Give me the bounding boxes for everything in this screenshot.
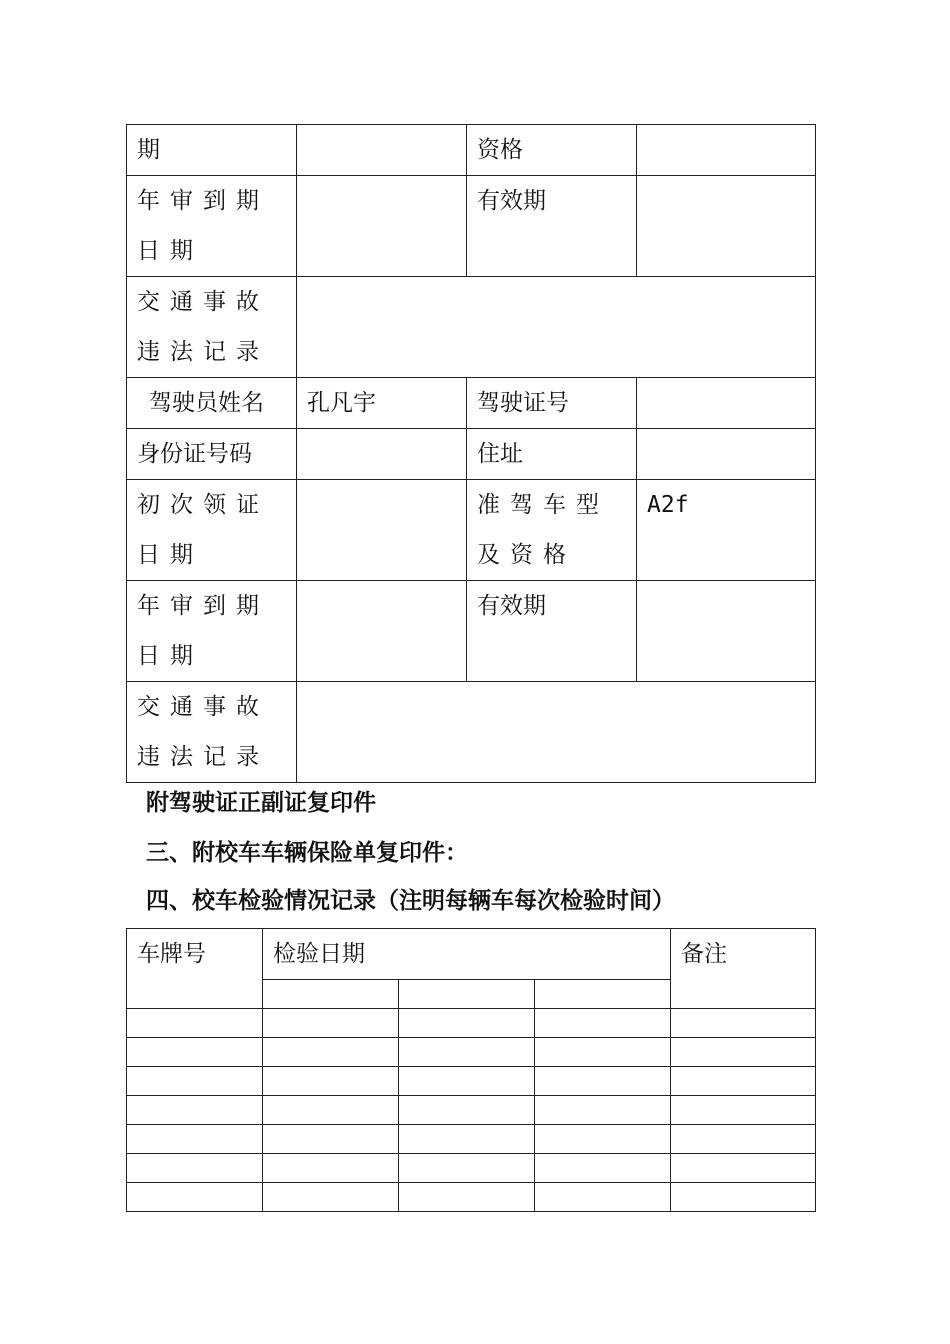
table-cell: [535, 1183, 671, 1212]
field-label: 驾驶员姓名: [127, 378, 297, 429]
driver-info-table: [126, 124, 816, 783]
table-cell: [399, 1125, 535, 1154]
field-label: 驾驶证号: [467, 378, 637, 429]
table-cell: [399, 1067, 535, 1096]
inspection-record-heading: 四、校车检验情况记录（注明每辆车每次检验时间）: [146, 887, 675, 914]
table-cell: [671, 1154, 816, 1183]
table-cell: [671, 1125, 816, 1154]
field-value: [297, 581, 467, 682]
field-value: [637, 429, 816, 480]
table-cell: [127, 1096, 263, 1125]
date-subcell: [263, 980, 399, 1009]
table-cell: [671, 1096, 816, 1125]
table-row: [127, 1067, 816, 1096]
field-value: [637, 378, 816, 429]
table-cell: [127, 1154, 263, 1183]
field-value: [297, 277, 816, 378]
table-cell: [671, 1038, 816, 1067]
table-cell: [399, 1096, 535, 1125]
field-label: 初次领证日期: [127, 480, 297, 581]
field-value: [297, 429, 467, 480]
field-label: 有效期: [467, 581, 637, 682]
table-row: [127, 1038, 816, 1067]
date-subcell: [399, 980, 535, 1009]
field-value: [637, 125, 816, 176]
field-value: [297, 125, 467, 176]
table-row: [127, 682, 816, 783]
table-row: [127, 480, 816, 581]
table-cell: [671, 1183, 816, 1212]
table-row: [127, 1183, 816, 1212]
table-row: [127, 125, 816, 176]
table-row: [127, 1154, 816, 1183]
field-value: [637, 581, 816, 682]
license-class-value: A2f: [637, 480, 816, 581]
field-value: [297, 480, 467, 581]
table-row: [127, 1009, 816, 1038]
driver-name-value: 孔凡宇: [297, 378, 467, 429]
table-cell: [263, 1183, 399, 1212]
table-cell: [535, 1009, 671, 1038]
table-cell: [263, 1154, 399, 1183]
table-header-row: [127, 929, 816, 980]
table-cell: [399, 1009, 535, 1038]
table-cell: [127, 1183, 263, 1212]
table-cell: [263, 1009, 399, 1038]
inspection-table: [126, 928, 816, 1212]
table-row: [127, 378, 816, 429]
field-label: 年审到期日期: [127, 581, 297, 682]
table-cell: [263, 1038, 399, 1067]
insurance-copy-heading: 三、附校车车辆保险单复印件：: [146, 839, 468, 866]
table-cell: [535, 1038, 671, 1067]
table-row: [127, 176, 816, 277]
field-label: 交通事故违法记录: [127, 682, 297, 783]
table-cell: [535, 1125, 671, 1154]
table-cell: [127, 1009, 263, 1038]
field-label: 资格: [467, 125, 637, 176]
table-cell: [263, 1067, 399, 1096]
table-row: [127, 581, 816, 682]
table-row: [127, 1096, 816, 1125]
field-label: 有效期: [467, 176, 637, 277]
table-cell: [671, 1009, 816, 1038]
date-subcell: [535, 980, 671, 1009]
table-cell: [535, 1154, 671, 1183]
field-value: [297, 176, 467, 277]
table-row: [127, 429, 816, 480]
table-cell: [263, 1096, 399, 1125]
table-cell: [535, 1096, 671, 1125]
table-cell: [399, 1183, 535, 1212]
field-label: 交通事故违法记录: [127, 277, 297, 378]
table-cell: [399, 1038, 535, 1067]
field-label: 身份证号码: [127, 429, 297, 480]
table-row: [127, 277, 816, 378]
table-cell: [671, 1067, 816, 1096]
field-label: 准驾车型及资格: [467, 480, 637, 581]
license-copy-note: 附驾驶证正副证复印件: [146, 789, 376, 816]
table-cell: [127, 1038, 263, 1067]
field-label: 期: [127, 125, 297, 176]
field-value: [637, 176, 816, 277]
table-cell: [535, 1067, 671, 1096]
plate-number-header: 车牌号: [127, 929, 263, 1009]
table-cell: [127, 1067, 263, 1096]
field-label: 住址: [467, 429, 637, 480]
table-cell: [399, 1154, 535, 1183]
table-cell: [263, 1125, 399, 1154]
field-label: 年审到期日期: [127, 176, 297, 277]
field-value: [297, 682, 816, 783]
inspection-date-header: 检验日期: [263, 929, 671, 980]
table-row: [127, 1125, 816, 1154]
remark-header: 备注: [671, 929, 816, 1009]
table-cell: [127, 1125, 263, 1154]
